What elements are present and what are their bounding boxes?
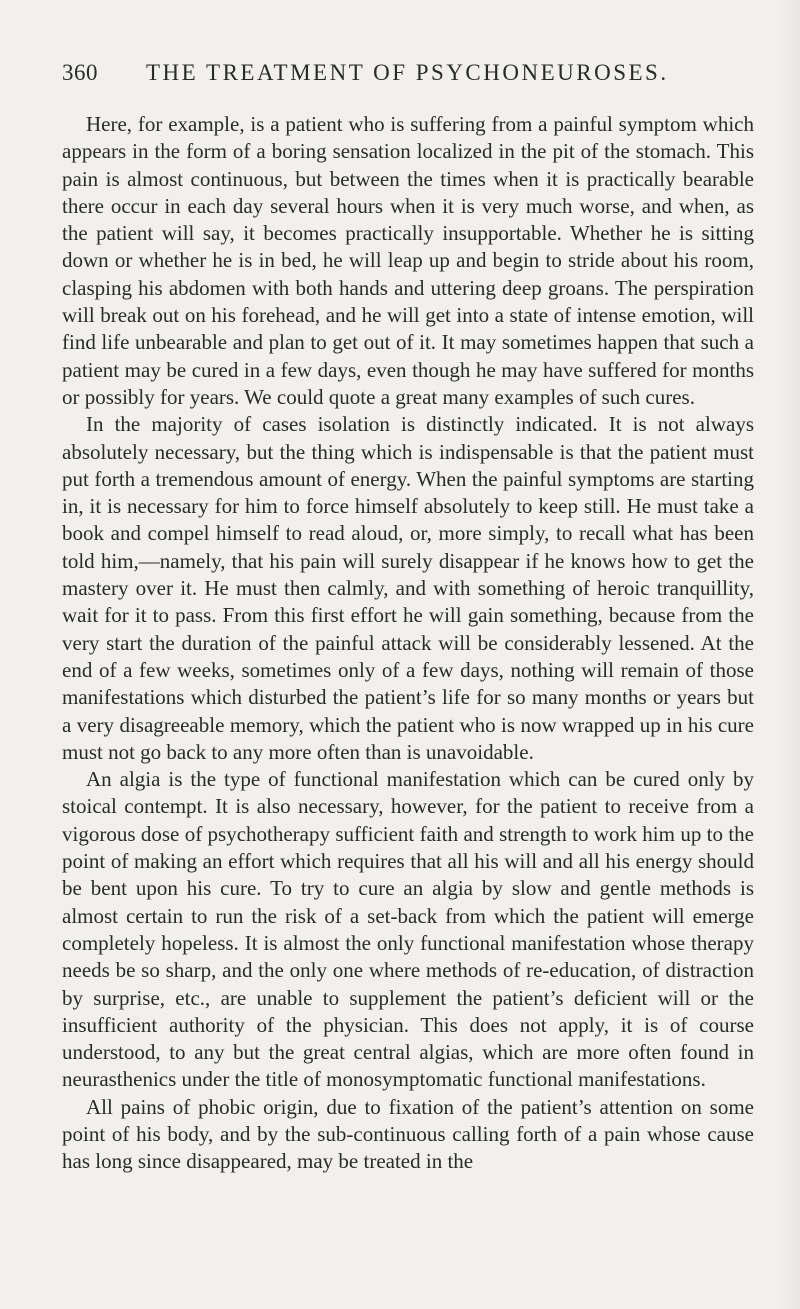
paragraph: Here, for example, is a patient who is suffering from a painful symptom which appears in the form of a boring sensation localized in the pit of the stomach. This pain is almost continuous, but between the times when it is practically bearable there occur in each day several hours when it is very much worse, and when, as the patient will say, it becomes practically insupportable. Whether he is sitting down or whether he is in bed, he will leap up and begin to stride about his room, clasping his abdomen with both hands and uttering deep groans. The perspiration will break out on his forehead, and he will get into a state of intense emotion, will find life unbearable and plan to get out of it. It may sometimes happen that such a patient may be cured in a few days, even though he may have suffered for months or possibly for years. We could quote a great many examples of such cures.	[62, 112, 754, 409]
paragraph: An algia is the type of functional manifestation which can be cured only by stoical contempt. It is also necessary, however, for the patient to receive from a vigorous dose of psychotherapy sufficient faith and strength to work him up to the point of making an effort which requires that all his will and all his energy should be bent upon his cure. To try to cure an algia by slow and gentle methods is almost certain to run the risk of a set-back from which the patient will emerge completely hopeless. It is almost the only functional manifestation whose therapy needs be so sharp, and the only one where methods of re-education, of distraction by surprise, etc., are unable to supplement the patient’s deficient will or the insufficient authority of the physician. This does not apply, it is of course understood, to any but the great central algias, which are more often found in neurasthenics under the title of monosymptomatic functional manifestations.	[62, 767, 754, 1092]
running-title: THE TREATMENT OF PSYCHONEUROSES.	[146, 60, 669, 85]
body-text	[62, 111, 754, 1176]
page-edge-shadow	[776, 0, 800, 1309]
page-number: 360	[62, 60, 98, 85]
page-header	[62, 60, 752, 100]
paragraph: All pains of phobic origin, due to fixation of the patient’s attention on some point of his body, and by the sub-continuous calling forth of a pain whose cause has long since disappeared, may be treated in the	[62, 1094, 754, 1174]
paragraph: In the majority of cases isolation is distinctly indicated. It is not always absolutely necessary, but the thing which is indispensable is that the patient must put forth a tremendous amount of energy. When the painful symptoms are starting in, it is necessary for him to force himself absolutely to keep still. He must take a book and compel himself to read aloud, or, more simply, to recall what has been told him,—namely, that his pain will surely disappear if he knows how to get the mastery over it. He must then calmly, and with something of heroic tranquillity, wait for it to pass. From this first effort he will gain something, because from the very start the duration of the painful attack will be considerably lessened. At the end of a few weeks, sometimes only of a few days, nothing will remain of those manifestations which disturbed the patient’s life for so many months or years but a very disagreeable memory, which the patient who is now wrapped up in his cure must not go back to any more often than is unavoidable.	[62, 412, 754, 764]
